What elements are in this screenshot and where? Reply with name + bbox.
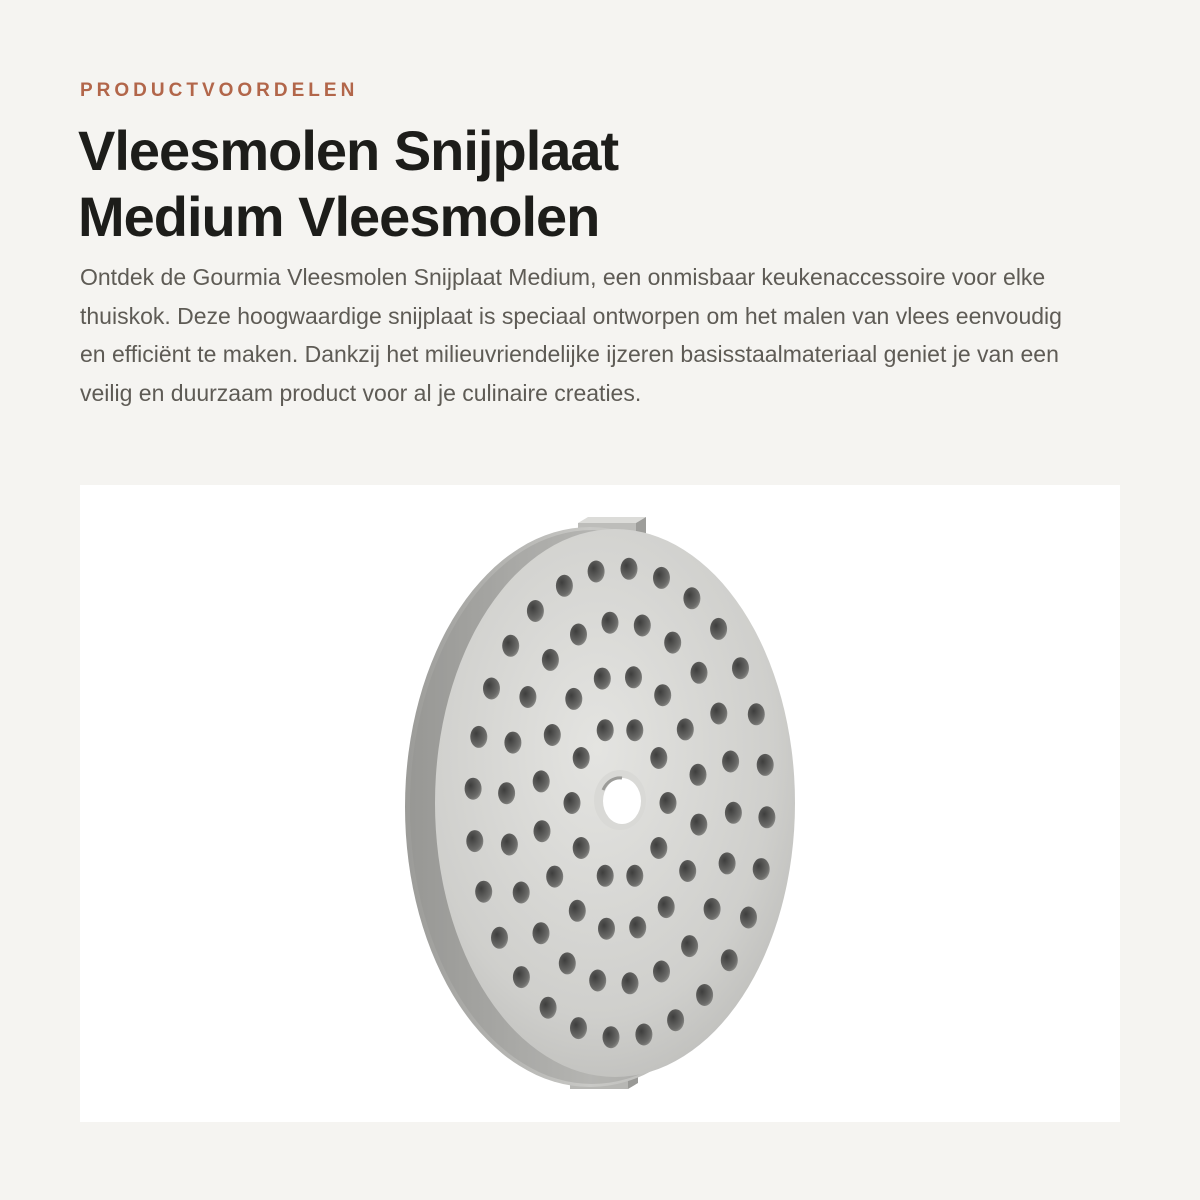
plate-hole — [681, 935, 698, 957]
plate-hole — [650, 837, 667, 859]
plate-hole — [710, 703, 727, 725]
plate-hole — [501, 834, 518, 856]
plate-hole — [546, 866, 563, 888]
plate-hole — [626, 865, 643, 887]
plate-hole — [570, 1017, 587, 1039]
plate-hole — [660, 792, 677, 814]
plate-hole — [683, 587, 700, 609]
plate-hole — [625, 666, 642, 688]
plate-hole — [677, 718, 694, 740]
plate-hole — [570, 624, 587, 646]
plate-hole — [594, 668, 611, 690]
plate-hole — [491, 927, 508, 949]
plate-hole — [533, 922, 550, 944]
plate-hole — [650, 747, 667, 769]
product-image-panel — [80, 485, 1120, 1122]
plate-hole — [667, 1009, 684, 1031]
plate-hole — [748, 703, 765, 725]
plate-hole — [721, 949, 738, 971]
plate-hole — [658, 896, 675, 918]
plate-hole — [589, 970, 606, 992]
plate-hole — [679, 860, 696, 882]
plate-hole — [634, 615, 651, 637]
plate-hole — [722, 751, 739, 773]
plate-hole — [519, 686, 536, 708]
plate-hole — [690, 764, 707, 786]
plate-hole — [465, 778, 482, 800]
plate-hole — [602, 612, 619, 634]
plate-hole — [542, 649, 559, 671]
plate-hole — [710, 618, 727, 640]
plate-hole — [588, 561, 605, 583]
plate-hole — [740, 907, 757, 929]
plate-hole — [603, 1026, 620, 1048]
plate-hole — [598, 918, 615, 940]
plate-hole — [719, 852, 736, 874]
section-eyebrow: PRODUCTVOORDELEN — [80, 80, 359, 101]
plate-hole — [569, 900, 586, 922]
plate-hole — [653, 961, 670, 983]
plate-hole — [564, 792, 581, 814]
plate-hole — [626, 719, 643, 741]
meat-grinder-plate-icon — [80, 485, 1120, 1122]
plate-hole — [690, 814, 707, 836]
plate-hole — [758, 806, 775, 828]
plate-hole — [573, 747, 590, 769]
plate-hole — [753, 858, 770, 880]
plate-hole — [664, 632, 681, 654]
plate-hole — [513, 882, 530, 904]
plate-hole — [475, 881, 492, 903]
plate-hole — [527, 600, 544, 622]
plate-hole — [466, 830, 483, 852]
plate-hole — [732, 657, 749, 679]
plate-hole — [691, 662, 708, 684]
plate-hole — [597, 865, 614, 887]
plate-hole — [504, 732, 521, 754]
plate-hole — [483, 678, 500, 700]
plate-hole — [597, 719, 614, 741]
plate-hole — [533, 770, 550, 792]
plate-hole — [470, 726, 487, 748]
plate-hole — [696, 984, 713, 1006]
plate-hole — [565, 688, 582, 710]
product-title-line-2: Medium Vleesmolen — [78, 185, 600, 248]
product-title-line-1: Vleesmolen Snijplaat — [78, 119, 619, 182]
plate-hole — [556, 575, 573, 597]
plate-hole — [502, 635, 519, 657]
plate-hole — [559, 952, 576, 974]
plate-hole — [534, 820, 551, 842]
product-description: Ontdek de Gourmia Vleesmolen Snijplaat Medium, een onmisbaar keukenaccessoire voor elke thuiskok. Deze hoogwaardige snijplaat is speciaal ontworpen om het malen van vlees eenvoudig en efficiënt te maken. Dankzij het milieuvriendelijke ijzeren basisstaalmateriaal geniet je van een veilig en duurzaam product voor al je culinaire creaties. — [80, 264, 1062, 406]
plate-hole — [498, 782, 515, 804]
plate-hole — [544, 724, 561, 746]
plate-hole — [725, 802, 742, 824]
plate-hole — [704, 898, 721, 920]
plate-hole — [635, 1024, 652, 1046]
plate-hole — [540, 997, 557, 1019]
plate-hole — [622, 972, 639, 994]
plate-hole — [653, 567, 670, 589]
plate-hole — [757, 754, 774, 776]
plate-hole — [629, 916, 646, 938]
plate-hole — [573, 837, 590, 859]
plate-hole — [621, 558, 638, 580]
plate-hole — [513, 966, 530, 988]
plate-hole — [654, 684, 671, 706]
product-title — [78, 118, 978, 250]
